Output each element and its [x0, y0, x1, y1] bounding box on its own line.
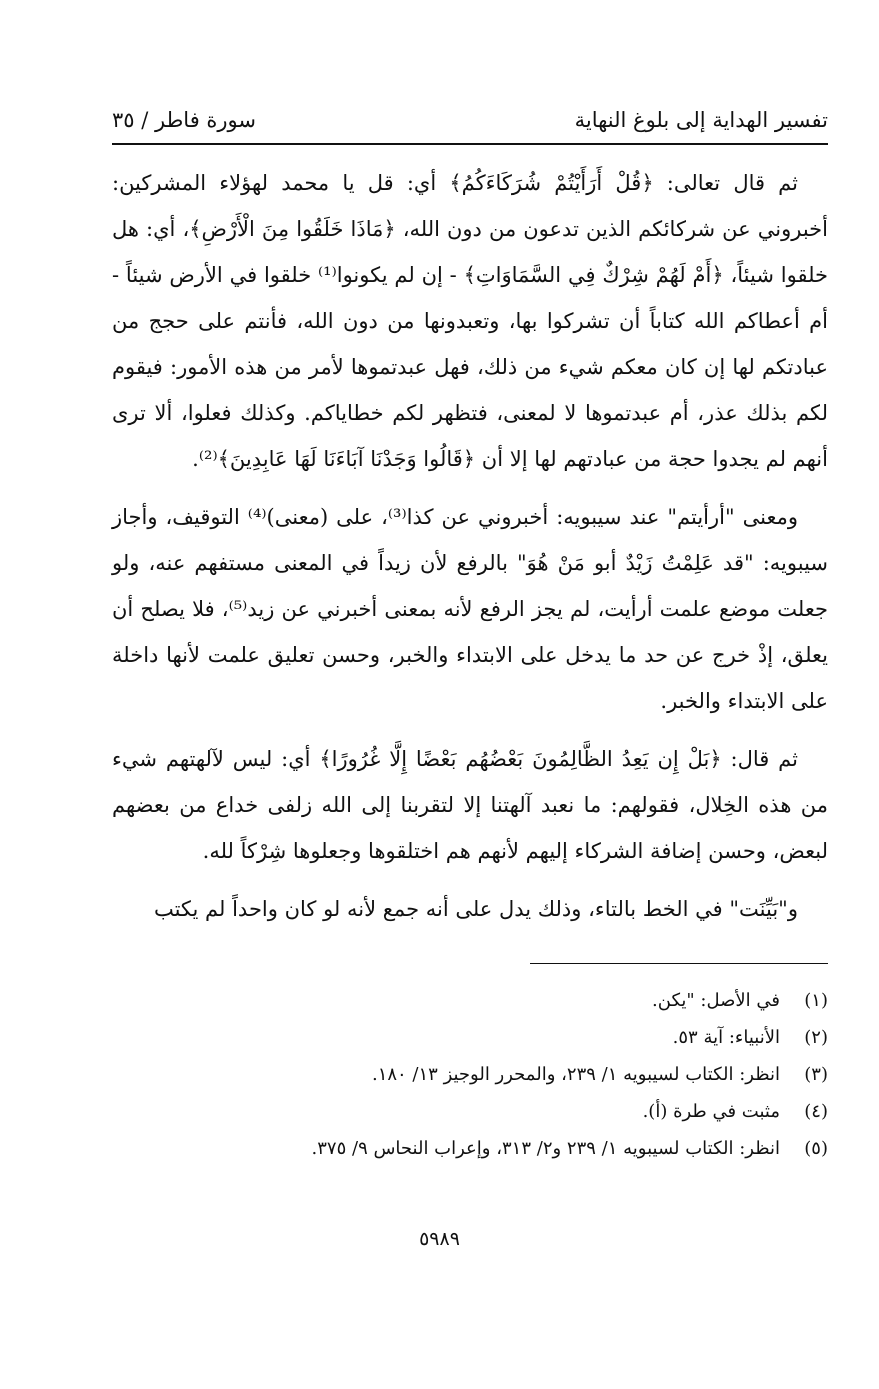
footnote-text: انظر: الكتاب لسيبويه ١/ ٢٣٩، والمحرر الوجيز ١٣/ ١٨٠.: [371, 1064, 780, 1085]
surah-label: سورة فاطر / ٣٥: [112, 108, 256, 132]
footnote: [112, 1093, 828, 1130]
footnote: [112, 1056, 828, 1093]
header-divider: [112, 143, 828, 145]
footnote: [112, 982, 828, 1019]
footnote-text: في الأصل: "يكن.: [652, 990, 780, 1011]
footnote: [112, 1130, 828, 1167]
footnote: [112, 1019, 828, 1056]
footnote-number: (٤): [804, 1101, 828, 1122]
paragraph: و"بَيِّنَت" في الخط بالتاء، وذلك يدل على أنه جمع لأنه لو كان واحداً لم يكتب: [153, 897, 798, 921]
footnote-text: مثبت في طرة (أ).: [642, 1101, 780, 1122]
footnote-number: (٢): [804, 1027, 828, 1048]
footnote-number: (٥): [804, 1138, 828, 1159]
paragraph: ثم قال: ﴿بَلْ إِن يَعِدُ الظَّالِمُونَ بَعْضُهُم بَعْضًا إِلَّا غُرُورًا﴾ أي: ليس لآلهتهم شيء من هذه الخِلال، فقولهم: ما نعبد آلهتنا إلا لتقربنا إلى الله زلفى خداع من بعضهم لبعض، وحسن إضافة الشركاء إليهم لأنهم هم اختلقوها وجعلوها شِرْكاً لله.: [112, 747, 828, 863]
main-text: [112, 160, 828, 944]
paragraph: ومعنى "أرأيتم" عند سيبويه: أخبروني عن كذا⁽³⁾، على (معنى)⁽⁴⁾ التوقيف، وأجاز سيبويه: "قد عَلِمْتُ زَيْدٌ أبو مَنْ هُوَ" بالرفع لأن زيداً في المعنى مستفهم عنه، ولو جعلت موضع علمت أرأيت، لم يجز الرفع لأنه بمعنى أخبرني عن زيد⁽⁵⁾، فلا يصلح أن يعلق، إذْ خرج عن حد ما يدخل على الابتداء والخبر، وحسن تعليق علمت لأنها داخلة على الابتداء والخبر.: [112, 505, 828, 713]
book-title: تفسير الهداية إلى بلوغ النهاية: [574, 108, 828, 132]
footnotes: [112, 982, 828, 1167]
footnote-divider: [530, 963, 828, 964]
footnote-number: (٣): [804, 1064, 828, 1085]
footnote-text: الأنبياء: آية ٥٣.: [672, 1027, 780, 1048]
page-number: ٥٩٨٩: [419, 1228, 460, 1250]
footnote-text: انظر: الكتاب لسيبويه ١/ ٢٣٩ و٢/ ٣١٣، وإعراب النحاس ٩/ ٣٧٥.: [311, 1138, 780, 1159]
paragraph: ثم قال تعالى: ﴿قُلْ أَرَأَيْتُمْ شُرَكَاءَكُمُ﴾ أي: قل يا محمد لهؤلاء المشركين: أخبروني عن شركائكم الذين تدعون من دون الله، ﴿مَاذَا خَلَقُوا مِنَ الْأَرْضِ﴾، أي: هل خلقوا شيئاً، ﴿أَمْ لَهُمْ شِرْكٌ فِي السَّمَاوَاتِ﴾ - إن لم يكونوا⁽¹⁾ خلقوا في الأرض شيئاً - أم أعطاكم الله كتاباً أن تشركوا بها، وتعبدونها من دون الله، فأنتم على حجج من عبادتكم لها إن كان معكم شيء من ذلك، فهل عبدتموها لأمر من هذه الأمور: فيقوم لكم بذلك عذر، أم عبدتموها لا لمعنى، فتظهر لكم خطاياكم. وكذلك فعلوا، ألا ترى أنهم لم يجدوا حجة من عبادتهم لها إلا أن ﴿قَالُوا وَجَدْنَا آبَاءَنَا لَهَا عَابِدِينَ﴾⁽²⁾.: [112, 171, 828, 471]
running-header: [112, 100, 828, 140]
footnote-number: (١): [804, 990, 828, 1011]
